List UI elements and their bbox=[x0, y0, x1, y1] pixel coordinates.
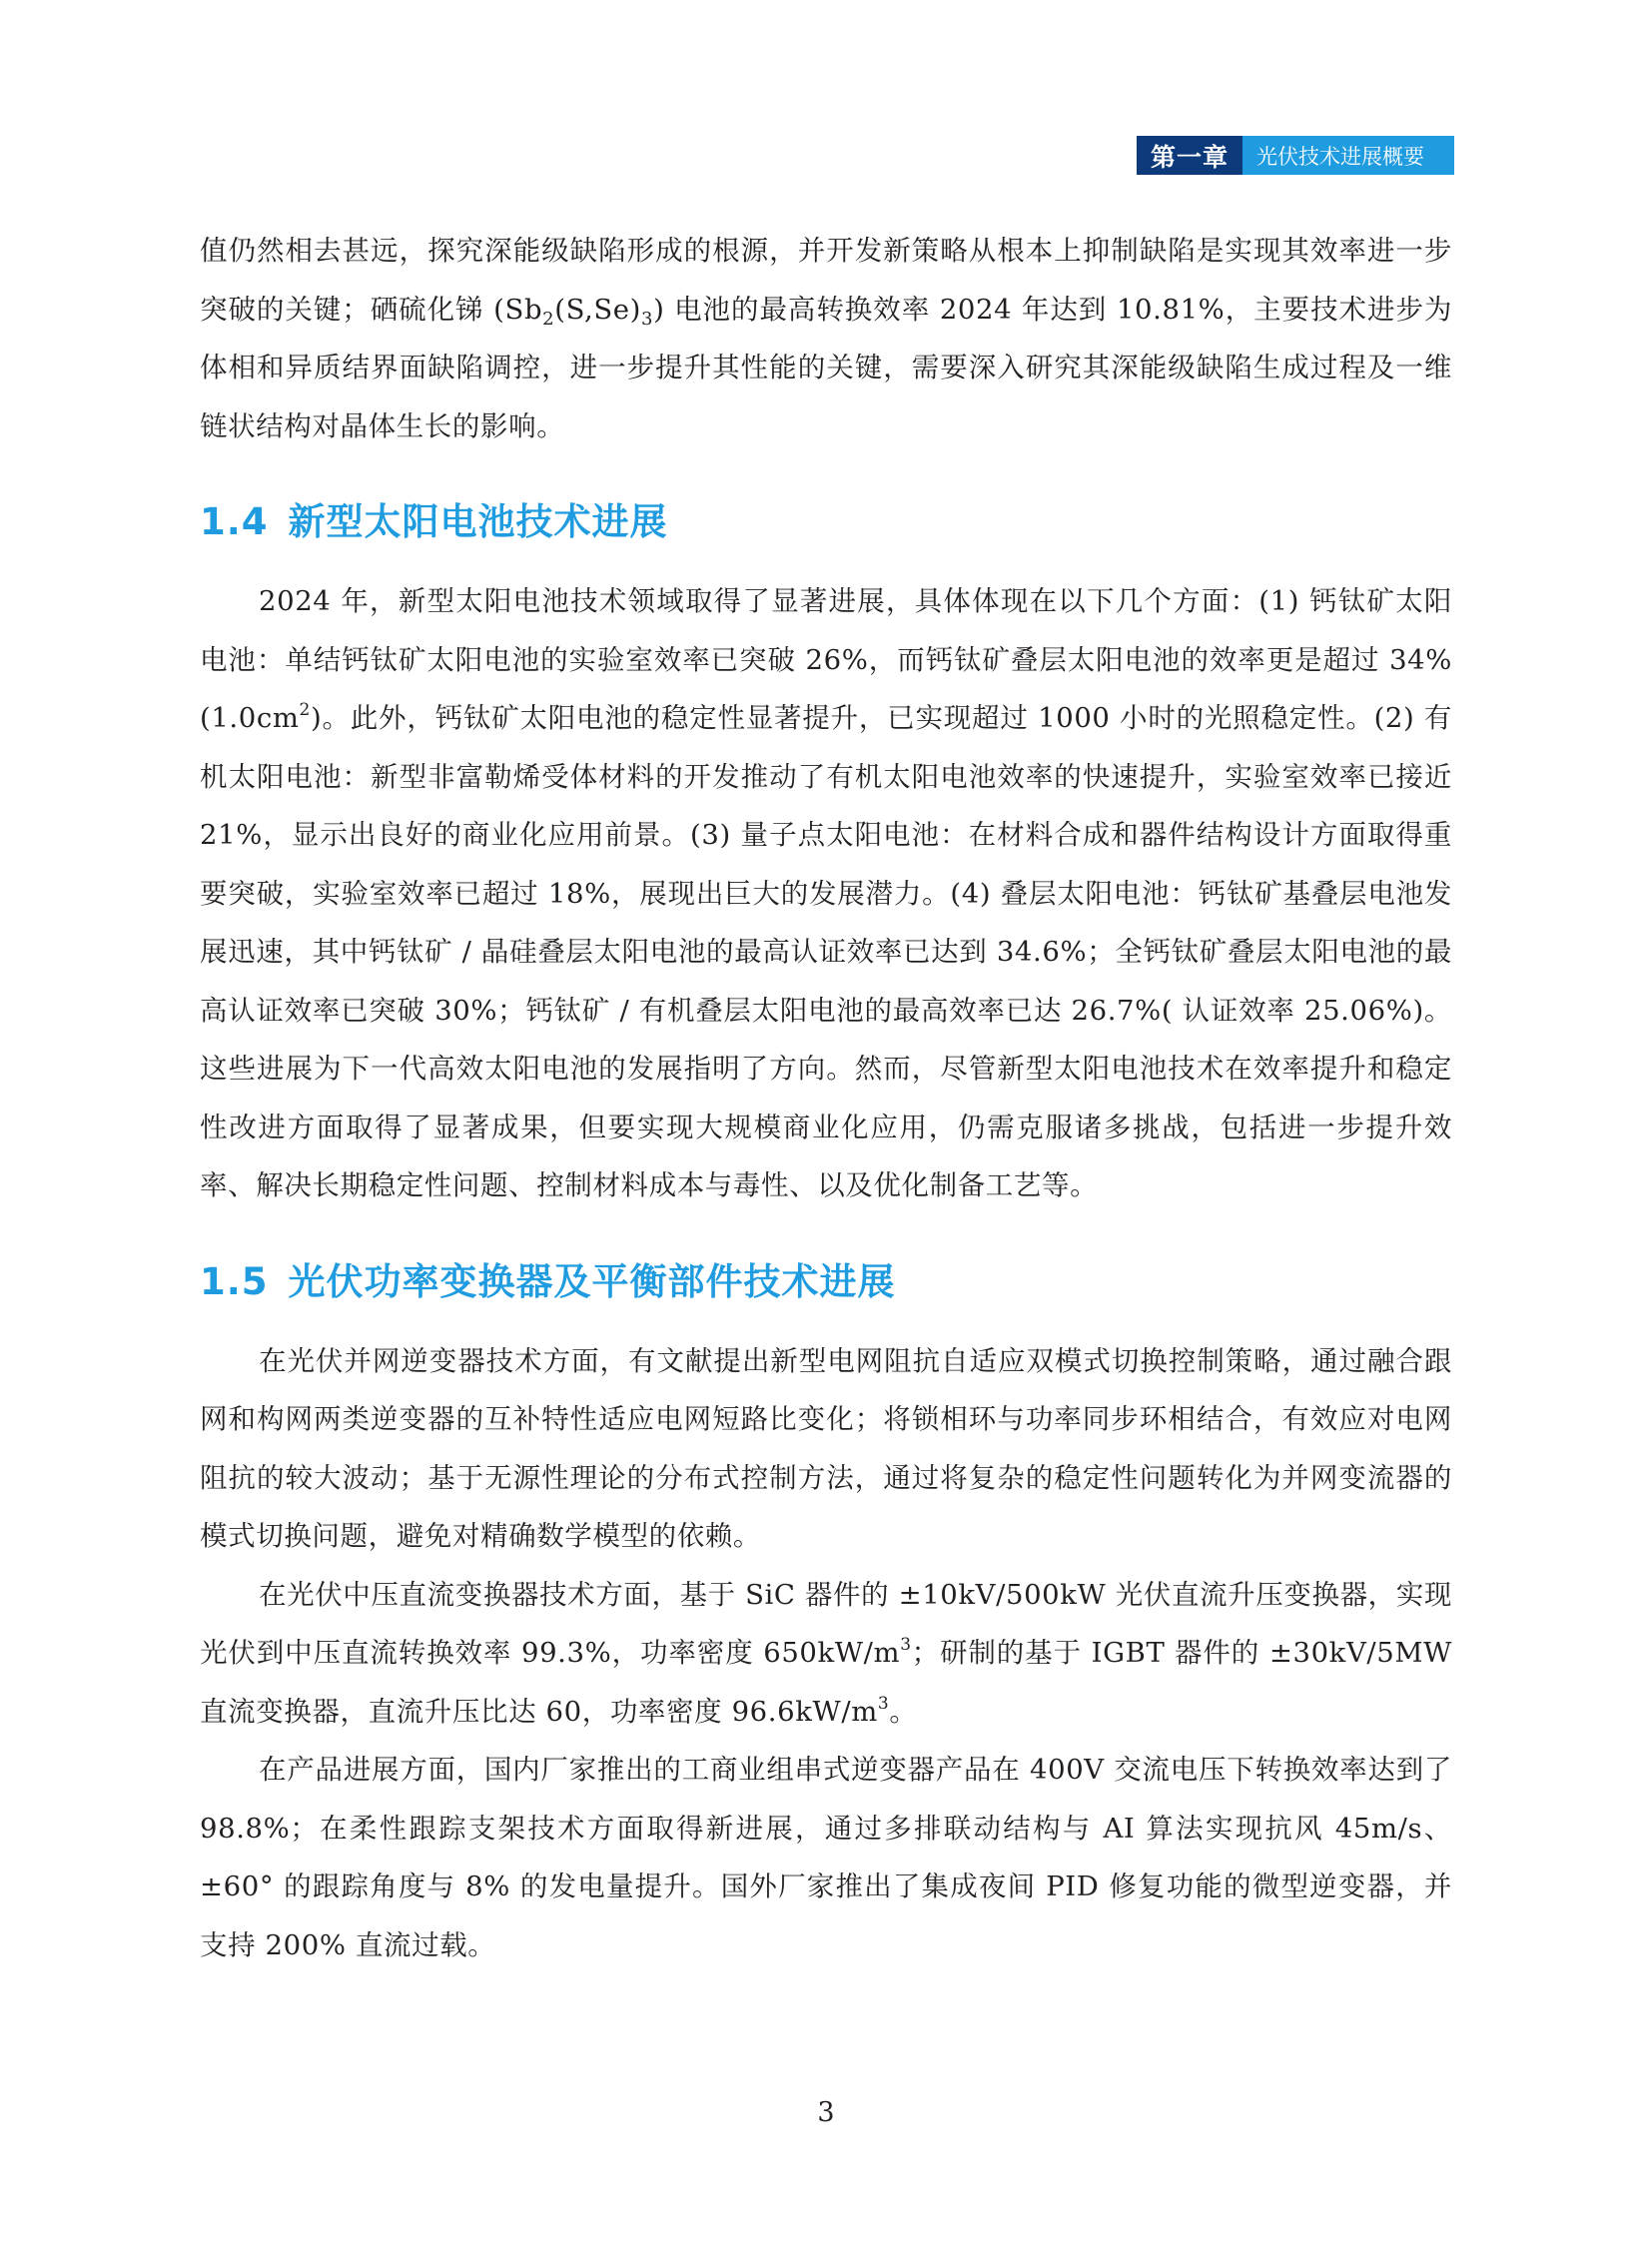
page-number: 3 bbox=[817, 2097, 835, 2128]
continuation-text-c: ) 电池的最高转换效率 2024 年达到 10.81%，主要技术进步为体相和异质结界面缺陷调控，进一步提升其性能的关键，需要深入研究其深能级缺陷生成过程及一维链状结构对晶体生长的影响。 bbox=[200, 293, 1453, 442]
section-title: 新型太阳电池技术进展 bbox=[288, 500, 668, 543]
section-number: 1.5 bbox=[200, 1259, 269, 1303]
section-1-5-paragraph-2 bbox=[200, 1566, 1452, 1742]
section-title: 光伏功率变换器及平衡部件技术进展 bbox=[288, 1259, 896, 1303]
superscript: 3 bbox=[877, 1693, 890, 1714]
section-number: 1.4 bbox=[200, 500, 269, 543]
chapter-number: 第一章 bbox=[1137, 136, 1242, 175]
continuation-text-a: 值仍然相去甚远，探究深能级缺陷形成的根源，并开发新策略从根本上抑制缺陷是实现其效率进一步突破的关键；硒硫化锑 (Sb bbox=[200, 235, 1452, 326]
page-body bbox=[200, 222, 1452, 1974]
continuation-paragraph bbox=[200, 222, 1452, 455]
paragraph-text-a: 在光伏中压直流变换器技术方面，基于 SiC 器件的 ±10kV/500kW 光伏直流升压变换器，实现光伏到中压直流转换效率 99.3%，功率密度 650kW/m bbox=[200, 1578, 1452, 1669]
paragraph-text-c: 。 bbox=[889, 1695, 918, 1728]
paragraph-text-b: )。此外，钙钛矿太阳电池的稳定性显著提升，已实现超过 1000 小时的光照稳定性。(2) 有机太阳电池：新型非富勒烯受体材料的开发推动了有机太阳电池效率的快速提升，实验室效率已接近 21%，显示出良好的商业化应用前景。(3) 量子点太阳电池：在材料合成和器件结构设计方面取得重要突破，实验室效率已超过 18%，展现出巨大的发展潜力。(4) 叠层太阳电池：钙钛矿基叠层电池发展迅速，其中钙钛矿 / 晶硅叠层太阳电池的最高认证效率已达到 34.6%；全钙钛矿叠层太阳电池的最高认证效率已突破 30%；钙钛矿 / 有机叠层太阳电池的最高效率已达 26.7%( 认证效率 25.06%)。这些进展为下一代高效太阳电池的发展指明了方向。然而，尽管新型太阳电池技术在效率提升和稳定性改进方面取得了显著成果，但要实现大规模商业化应用，仍需克服诸多挑战，包括进一步提升效率、解决长期稳定性问题、控制材料成本与毒性、以及优化制备工艺等。 bbox=[200, 702, 1452, 1201]
chapter-header-tab bbox=[1137, 136, 1454, 175]
paragraph-text-a: 2024 年，新型太阳电池技术领域取得了显著进展，具体体现在以下几个方面：(1) 钙钛矿太阳电池：单结钙钛矿太阳电池的实验室效率已突破 26%，而钙钛矿叠层太阳电池的效率更是超过 34%(1.0cm bbox=[200, 585, 1452, 734]
section-1-5-paragraph-3: 在产品进展方面，国内厂家推出的工商业组串式逆变器产品在 400V 交流电压下转换效率达到了 98.8%；在柔性跟踪支架技术方面取得新进展，通过多排联动结构与 AI 算法实现抗风 45m/s、±60° 的跟踪角度与 8% 的发电量提升。国外厂家推出了集成夜间 PID 修复功能的微型逆变器，并支持 200% 直流过载。 bbox=[200, 1754, 1452, 1961]
continuation-text-b: (S,Se) bbox=[554, 293, 642, 326]
subscript: 2 bbox=[542, 308, 555, 330]
superscript: 2 bbox=[299, 700, 311, 720]
section-1-5-paragraph-1: 在光伏并网逆变器技术方面，有文献提出新型电网阻抗自适应双模式切换控制策略，通过融合跟网和构网两类逆变器的互补特性适应电网短路比变化；将锁相环与功率同步环相结合，有效应对电网阻抗的较大波动；基于无源性理论的分布式控制方法，通过将复杂的稳定性问题转化为并网变流器的模式切换问题，避免对精确数学模型的依赖。 bbox=[200, 1344, 1452, 1552]
section-1-4-paragraph bbox=[200, 572, 1452, 1215]
paragraph-text-b: ；研制的基于 IGBT 器件的 ±30kV/5MW 直流变换器，直流升压比达 60，功率密度 96.6kW/m bbox=[200, 1637, 1452, 1728]
superscript: 3 bbox=[900, 1635, 912, 1655]
section-heading-1-5 bbox=[200, 1254, 1452, 1310]
section-heading-1-4 bbox=[200, 494, 1452, 550]
chapter-title: 光伏技术进展概要 bbox=[1242, 136, 1454, 175]
subscript: 3 bbox=[641, 308, 654, 330]
